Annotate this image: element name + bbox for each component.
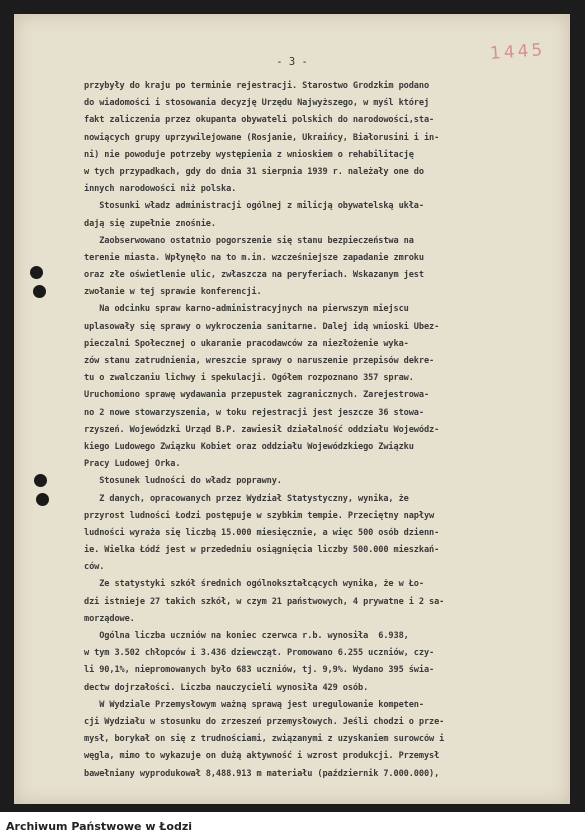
document-line: zwołanie w tej sprawie konferencji.: [84, 287, 262, 298]
document-line: ców.: [84, 562, 105, 573]
punch-hole-icon: [36, 493, 49, 506]
document-line: zów stanu zatrudnienia, wreszcie sprawy o naruszenie przepisów dekre-: [84, 356, 435, 366]
archive-footer: [0, 812, 585, 840]
document-line: cji Wydziału w stosunku do zrzeszeń przemysłowych. Jeśli chodzi o prze-: [84, 716, 445, 727]
document-line: do wiadomości i stosowania decyzję Urzędu Najwyższego, w myśl której: [84, 98, 430, 109]
document-line: nowiących grupy uprzywilejowane (Rosjanie, Ukraińcy, Białorusini i in-: [84, 132, 440, 143]
document-line: przybyły do kraju po terminie rejestracji. Starostwo Grodzkim podano: [84, 81, 430, 91]
archive-footer-label: Archiwum Państwowe w Łodzi: [6, 820, 193, 833]
document-line: mysł, borykał on się z trudnościami, związanymi z uzyskaniem surowców i: [84, 734, 445, 745]
document-line: węgla, mimo to wykazuje on dużą aktywność i wzrost produkcji. Przemysł: [84, 751, 440, 762]
archive-number-stamp: 1445: [489, 40, 546, 64]
punch-hole-icon: [34, 474, 47, 487]
document-line: pieczalni Społecznej o ukaranie pracodawców za niezłożenie wyka-: [84, 338, 409, 349]
document-line: Stosunek ludności do władz poprawny.: [84, 476, 282, 487]
punch-hole-icon: [33, 285, 46, 298]
document-line: ie. Wielka Łódź jest w przededniu osiągnięcia liczby 500.000 mieszkań-: [84, 545, 440, 556]
document-line: Stosunki władz administracji ogólnej z milicją obywatelską ukła-: [84, 201, 424, 212]
document-line: Na odcinku spraw karno-administracyjnych na pierwszym miejscu: [84, 304, 409, 315]
document-line: Zaobserwowano ostatnio pogorszenie się stanu bezpieczeństwa na: [84, 235, 414, 246]
document-line: terenie miasta. Wpłynęło na to m.in. wzcześniejsze zapadanie zmroku: [84, 252, 424, 263]
document-line: dają się zupełnie znośnie.: [84, 218, 216, 229]
document-line: przyrost ludności Łodzi postępuje w szybkim tempie. Przeciętny napływ: [84, 510, 435, 521]
document-line: Pracy Ludowej Orka.: [84, 459, 181, 470]
document-line: no 2 nowe stowarzyszenia, w toku rejestracji jest jeszcze 36 stowa-: [84, 407, 424, 418]
document-line: w tych przypadkach, gdy do dnia 31 sierpnia 1939 r. należały one do: [84, 166, 424, 177]
document-line: li 90,1%, niepromowanych było 683 uczniów, tj. 9,9%. Wydano 395 świa-: [84, 665, 435, 676]
document-line: ni) nie powoduje potrzeby występienia z wnioskiem o rehabilitację: [84, 149, 414, 160]
document-body-text: [84, 78, 568, 783]
document-line: W Wydziale Przemysłowym ważną sprawą jest uregulowanie kompeten-: [84, 699, 424, 710]
document-line: fakt zaliczenia przez okupanta obywateli polskich do narodowości,sta-: [84, 115, 435, 126]
document-line: rzyszeń. Wojewódzki Urząd B.P. zawiesił działalność oddziału Wojewódz-: [84, 424, 440, 435]
document-line: kiego Ludowego Związku Kobiet oraz oddziału Wojewódzkiego Związku: [84, 441, 414, 452]
document-line: morządowe.: [84, 613, 135, 624]
document-page: [14, 14, 570, 804]
document-line: innych narodowości niż polska.: [84, 184, 237, 195]
document-line: Ogólna liczba uczniów na koniec czerwca r.b. wynosiła 6.938,: [84, 631, 409, 641]
punch-hole-icon: [30, 266, 43, 279]
document-line: Z danych, opracowanych przez Wydział Statystyczny, wynika, że: [84, 493, 409, 504]
page-number: - 3 -: [276, 56, 308, 68]
document-line: w tym 3.502 chłopców i 3.436 dziewcząt. Promowano 6.255 uczniów, czy-: [84, 648, 435, 659]
document-line: Uruchomiono sprawę wydawania przepustek zagranicznych. Zarejestrowa-: [84, 390, 430, 401]
document-line: uplasowały się sprawy o wykroczenia sanitarne. Dalej idą wnioski Ubez-: [84, 321, 440, 332]
document-line: oraz złe oświetlenie ulic, zwłaszcza na peryferiach. Wskazanym jest: [84, 270, 424, 281]
document-line: dectw dojrzałości. Liczba nauczycieli wynosiła 429 osób.: [84, 682, 369, 693]
document-line: bawełniany wyprodukował 8,488.913 m materiału (październik 7.000.000),: [84, 768, 440, 779]
document-line: dzi istnieje 27 takich szkół, w czym 21 państwowych, 4 prywatne i 2 sa-: [84, 596, 445, 607]
document-line: Ze statystyki szkół średnich ogólnokształcących wynika, że w Ło-: [84, 579, 424, 590]
document-line: ludności wyraża się liczbą 15.000 miesięcznie, a więc 500 osób dzienn-: [84, 527, 440, 538]
document-line: tu o zwalczaniu lichwy i spekulacji. Ogółem rozpoznano 357 spraw.: [84, 373, 414, 384]
